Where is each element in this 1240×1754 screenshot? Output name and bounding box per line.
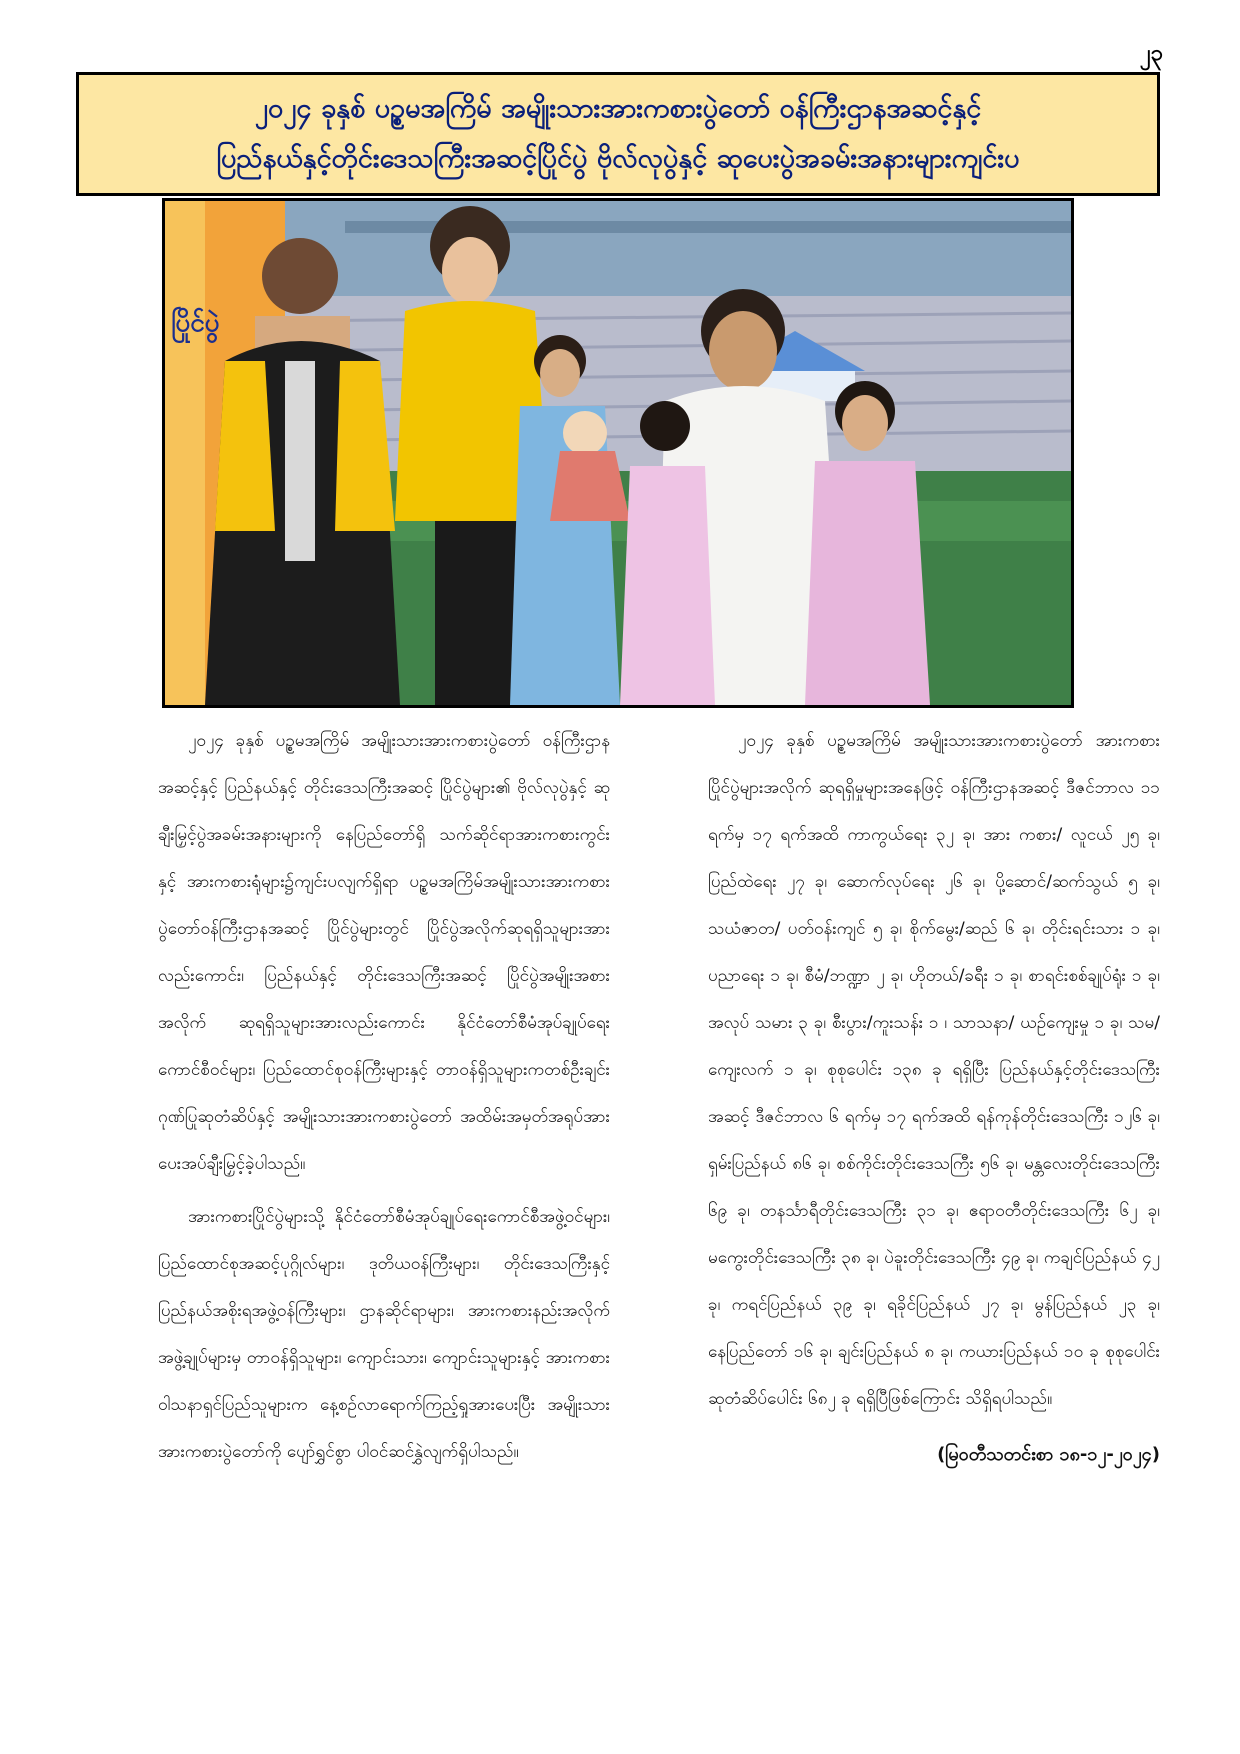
ceremony-photo-illustration [165,201,1071,705]
article-title-line-2: ပြည်နယ်နှင့်တိုင်းဒေသကြီးအဆင့်ပြိုင်ပွဲ ဗိုလ်လုပွဲနှင့် ဆုပေးပွဲအခမ်းအနားများကျင်းပ [216,143,1020,174]
right-paragraph-1: ၂၀၂၄ ခုနှစ် ပဉ္စမအကြိမ် အမျိုးသားအားကစားပွဲတော် အားကစားပြိုင်ပွဲများအလိုက် ဆုရရှိမှုများအနေဖြင့် ဝန်ကြီးဌာနအဆင့် ဒီဇင်ဘာလ ၁၁ ရက်မှ ၁၇ ရက်အထိ ကာကွယ်ရေး ၃၂ ခု၊ အား ကစား/ လူငယ် ၂၅ ခု၊ ပြည်ထဲရေး ၂၇ ခု၊ ဆောက်လုပ်ရေး ၂၆ ခု၊ ပို့ဆောင်/ဆက်သွယ် ၅ ခု၊ သယံဇာတ/ ပတ်ဝန်းကျင် ၅ ခု၊ စိုက်မွေး/ဆည် ၆ ခု၊ တိုင်းရင်းသား ၁ ခု၊ ပညာရေး ၁ ခု၊ စီမံ/ဘဏ္ဍာ ၂ ခု၊ ဟိုတယ်/ခရီး ၁ ခု၊ စာရင်းစစ်ချုပ်ရုံး ၁ ခု၊ အလုပ် သမား ၃ ခု၊ စီးပွား/ကူးသန်း ၁ ၊ သာသနာ/ ယဉ်ကျေးမှု ၁ ခု၊ သမ/ကျေးလက် ၁ ခု၊ စုစုပေါင်း ၁၃၈ ခု ရရှိပြီး ပြည်နယ်နှင့်တိုင်းဒေသကြီးအဆင့် ဒီဇင်ဘာလ ၆ ရက်မှ ၁၇ ရက်အထိ ရန်ကုန်တိုင်းဒေသကြီး ၁၂၆ ခု၊ ရှမ်းပြည်နယ် ၈၆ ခု၊ စစ်ကိုင်းတိုင်းဒေသကြီး ၅၆ ခု၊ မန္တလေးတိုင်းဒေသကြီး ၆၉ ခု၊ တနင်္သာရီတိုင်းဒေသကြီး ၃၁ ခု၊ ဧရာဝတီတိုင်းဒေသကြီး ၆၂ ခု၊ မကွေးတိုင်းဒေသကြီး ၃၈ ခု၊ ပဲခူးတိုင်းဒေသကြီး ၄၉ ခု၊ ကချင်ပြည်နယ် ၄၂ ခု၊ ကရင်ပြည်နယ် ၃၉ ခု၊ ရခိုင်ပြည်နယ် ၂၇ ခု၊ မွန်ပြည်နယ် ၂၃ ခု၊ နေပြည်တော် ၁၆ ခု၊ ချင်းပြည်နယ် ၈ ခု၊ ကယားပြည်နယ် ၁၀ ခု စုစုပေါင်း ဆုတံဆိပ်ပေါင်း ၆၈၂ ခု ရရှိပြီဖြစ်ကြောင်း သိရှိရပါသည်။ [708,731,1160,1409]
left-paragraph-2: အားကစားပြိုင်ပွဲများသို့ နိုင်ငံတော်စီမံအုပ်ချုပ်ရေးကောင်စီအဖွဲ့ဝင်များ၊ ပြည်ထောင်စုအဆင့်ပုဂ္ဂိုလ်များ၊ ဒုတိယဝန်ကြီးများ၊ တိုင်းဒေသကြီးနှင့် ပြည်နယ်အစိုးရအဖွဲ့ဝန်ကြီးများ၊ ဌာနဆိုင်ရာများ၊ အားကစားနည်းအလိုက်အဖွဲ့ချုပ်များမှ တာဝန်ရှိသူများ၊ ကျောင်းသား၊ ကျောင်းသူများနှင့် အားကစားဝါသနာရှင်ပြည်သူများက နေ့စဉ်လာရောက်ကြည့်ရှုအားပေးပြီး အမျိုးသားအားကစားပွဲတော်ကို ပျော်ရွှင်စွာ ပါဝင်ဆင်နွှဲလျက်ရှိပါသည်။ [158,1207,610,1462]
right-column [708,718,1160,1658]
page-number: ၂၃ [1139,41,1163,66]
source-citation: (မြဝတီသတင်းစာ ၁၈-၁၂-၂၀၂၄) [937,1444,1160,1465]
left-paragraph-1: ၂၀၂၄ ခုနှစ် ပဉ္စမအကြိမ် အမျိုးသားအားကစားပွဲတော် ဝန်ကြီးဌာနအဆင့်နှင့် ပြည်နယ်နှင့် တိုင်းဒေသကြီးအဆင့် ပြိုင်ပွဲများ၏ ဗိုလ်လုပွဲနှင့် ဆုချီးမြှင့်ပွဲအခမ်းအနားများကို နေပြည်တော်ရှိ သက်ဆိုင်ရာအားကစားကွင်းနှင့် အားကစားရုံများ၌ကျင်းပလျက်ရှိရာ ပဉ္စမအကြိမ်အမျိုးသားအားကစားပွဲတော်ဝန်ကြီးဌာနအဆင့် ပြိုင်ပွဲများတွင် ပြိုင်ပွဲအလိုက်ဆုရရှိသူများအားလည်းကောင်း၊ ပြည်နယ်နှင့် တိုင်းဒေသကြီးအဆင့် ပြိုင်ပွဲအမျိုးအစားအလိုက် ဆုရရှိသူများအားလည်းကောင်း နိုင်ငံတော်စီမံအုပ်ချုပ်ရေးကောင်စီဝင်များ၊ ပြည်ထောင်စုဝန်ကြီးများနှင့် တာဝန်ရှိသူများကတစ်ဦးချင်း ဂုဏ်ပြုဆုတံဆိပ်နှင့် အမျိုးသားအားကစားပွဲတော် အထိမ်းအမှတ်အရုပ်အား ပေးအပ်ချီးမြှင့်ခဲ့ပါသည်။ [158,731,610,1174]
ceremony-photo [162,198,1074,708]
article-columns [158,718,1160,1658]
left-column [158,718,610,1658]
banner-text: ပြိုင်ပွဲ [171,308,220,338]
article-title-line-1: ၂၀၂၄ ခုနှစ် ပဉ္စမအကြိမ် အမျိုးသားအားကစားပွဲတော် ဝန်ကြီးဌာနအဆင့်နှင့် [254,93,982,124]
article-title-box [76,72,1160,196]
